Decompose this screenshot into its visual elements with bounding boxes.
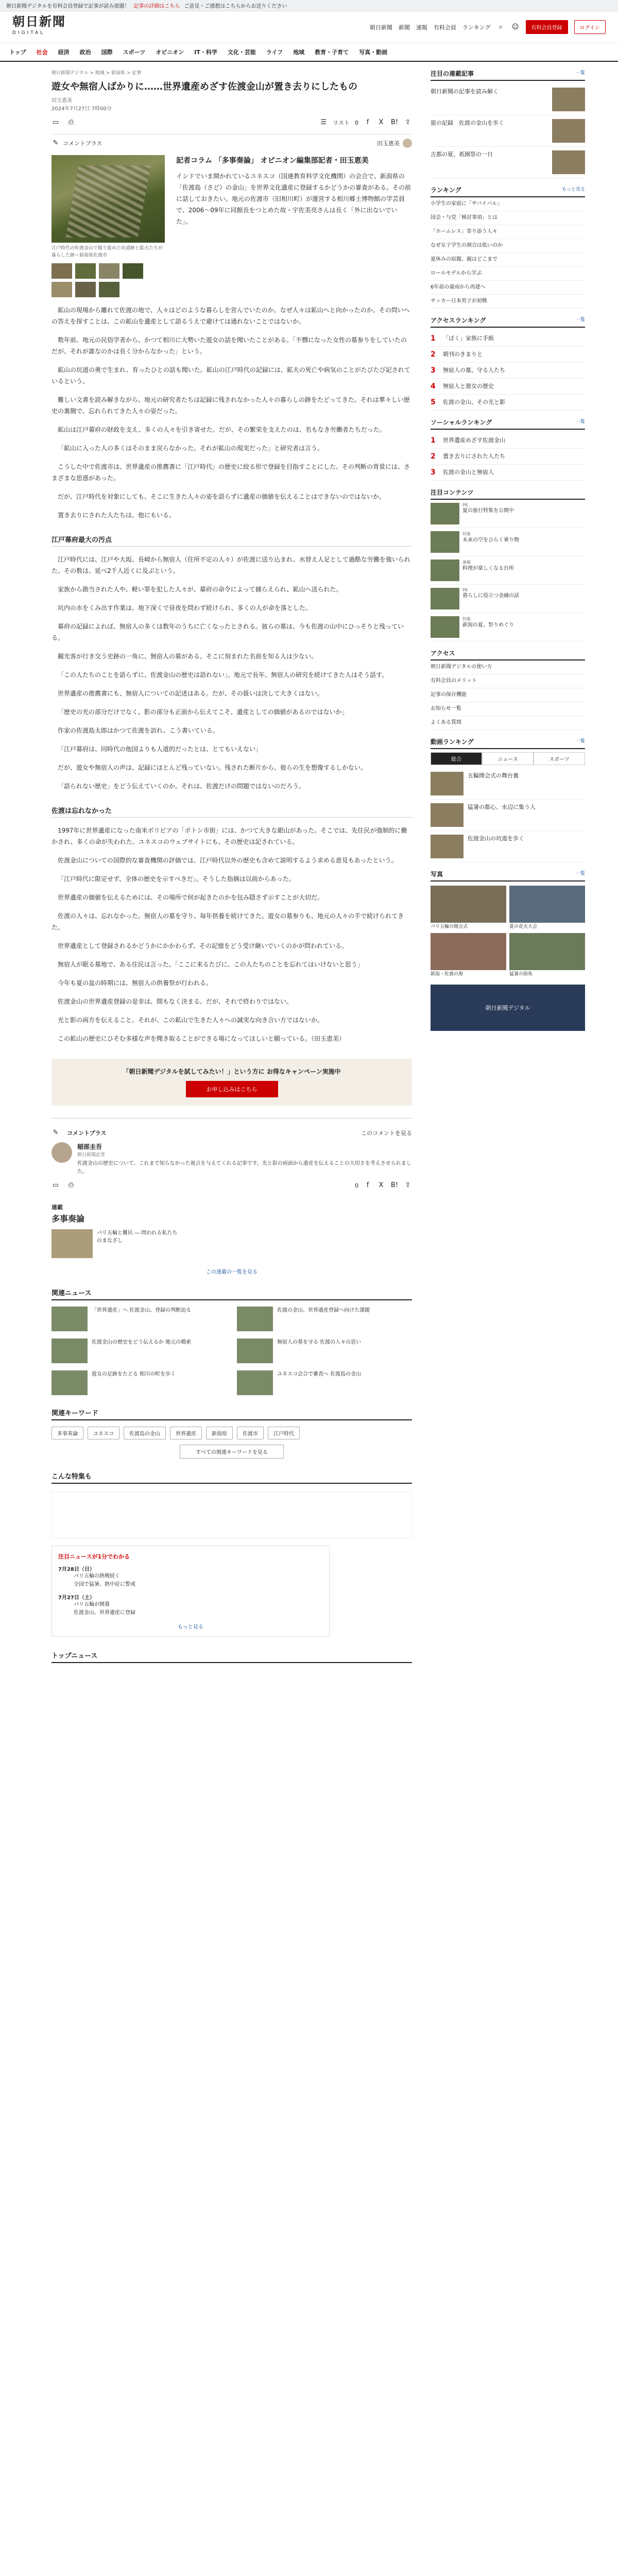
series-card-image: [52, 1229, 93, 1258]
photo-grid: [431, 886, 585, 977]
video-tab[interactable]: スポーツ: [534, 752, 585, 765]
related-news-item[interactable]: ユネスコ会合で審査へ 佐渡島の金山: [237, 1370, 412, 1395]
social-ranking-list: [431, 433, 585, 481]
body-paragraph: 佐渡金山についての国際的な審査機関の評価では、江戸時代以外の歴史も含めて説明するよう求める意見もあったという。: [58, 857, 398, 864]
sidebar-link[interactable]: 朝日新聞デジタルの使い方: [431, 660, 585, 674]
body-paragraph: 「この人たちのことを語らずに、佐渡金山の歴史は語れない」。地元で長年、無宿人の研究を続けてきた人はそう話す。: [58, 671, 388, 679]
list-icon[interactable]: ☰: [320, 118, 327, 126]
top-promo-bar: [0, 0, 618, 11]
body-paragraph: 1997年に世界遺産になった南米ボリビアの「ポトシ市街」には、かつて大きな銀山があった。そこでは、先住民が強制的に働かされ、多くの命が失われた。ユネスコのウェブサイトにも、その歴史は記されている。: [52, 827, 407, 845]
sidebar-more-link[interactable]: 一覧: [575, 739, 585, 744]
special-heading: こんな特集も: [52, 1471, 412, 1484]
user-icon[interactable]: ☺: [511, 23, 519, 31]
sidebar-access-heading: アクセスランキング 一覧: [431, 316, 585, 328]
related-news-image: [52, 1307, 88, 1331]
top-news-heading: トップニュース: [52, 1650, 412, 1663]
comment-text: 佐渡金山の歴史について、これまで知らなかった視点を与えてくれる記事です。光と影の両面から遺産を伝えることの大切さを考えさせられました。: [77, 1161, 411, 1175]
subscribe-text: 「朝日新聞デジタルを試してみたい！」という方に お得なキャンペーン実施中: [123, 1068, 341, 1075]
login-button[interactable]: ログイン: [574, 20, 606, 34]
digest-title: 注目ニュースが1分でわかる: [58, 1553, 130, 1560]
share-icon[interactable]: ⇪: [405, 118, 411, 126]
ranking-item[interactable]: サッカー日本男子が初戦: [431, 295, 585, 309]
body-paragraph: 難しい文書を読み解きながら、地元の研究者たちは記録に残されなかった人々の暮らしの跡をたどってきた。それは華々しい歴史の裏側で、忘れられてきた人々の姿だった。: [52, 396, 410, 415]
access-rank-item[interactable]: 2 朝刊のきまりと: [431, 347, 585, 363]
commenter-name[interactable]: 稲部圭吾: [77, 1143, 102, 1150]
digest-item[interactable]: 佐渡金山、世界遺産に登録: [74, 1610, 135, 1616]
related-news-image: [237, 1338, 273, 1363]
header-nav-item[interactable]: 新聞: [398, 24, 410, 31]
commenter-avatar[interactable]: [52, 1142, 72, 1163]
access-rank-item[interactable]: 4 無宿人と遊女の歴史: [431, 379, 585, 395]
site-header: [0, 11, 618, 43]
digest-item[interactable]: パリ五輪が開幕: [74, 1602, 110, 1607]
facebook-icon[interactable]: f: [366, 118, 369, 126]
share-count: 0: [355, 1182, 358, 1189]
content-image: [431, 588, 459, 609]
body-paragraph: 鉱山の現場から離れて佐渡の地で、人々はどのような暮らしを営んでいたのか。なぜ人々は鉱山へと向かったのか。その問いへの答えを探すことは、この鉱山を遺産として語るうえで避けては通れないことではないか。: [52, 307, 410, 325]
related-news-item[interactable]: 佐渡の金山、世界遺産登録へ向けた課題: [237, 1307, 412, 1331]
digest-more-link[interactable]: もっと見る: [178, 1624, 203, 1630]
photo-card-image: [509, 933, 585, 970]
keyword-tag[interactable]: ユネスコ: [88, 1427, 119, 1439]
related-news-heading: 関連ニュース: [52, 1287, 412, 1300]
hatena-icon[interactable]: B!: [390, 118, 399, 126]
keyword-tag[interactable]: 新潟県: [206, 1427, 233, 1439]
keyword-tag[interactable]: 佐渡島の金山: [124, 1427, 166, 1439]
access-rank-item[interactable]: 3 無宿人の墓、守る人たち: [431, 363, 585, 379]
pickup-item[interactable]: 朝日新聞の記事を読み解く: [431, 84, 585, 115]
article-body: [52, 304, 412, 1044]
all-keywords-button[interactable]: すべての関連キーワードを見る: [180, 1445, 284, 1459]
column-heading: 記者コラム 「多事奏論」 オピニオン編集部記者・田玉恵美: [176, 157, 369, 165]
promo-link[interactable]: 記事の詳細はこちら: [133, 4, 180, 9]
video-tab[interactable]: ニュース: [482, 752, 534, 765]
header-nav-item[interactable]: 朝日新聞: [369, 24, 392, 31]
bookmark-icon[interactable]: ▭: [52, 118, 59, 126]
ranking-item[interactable]: ロールモデルから学ぶ: [431, 267, 585, 281]
pickup-image: [552, 150, 585, 174]
photo-card[interactable]: 猛暑の街角: [509, 933, 585, 977]
body-paragraph: 「江戸時代に限定せず、全体の歴史を示すべきだ」。そうした指摘は以前からあった。: [58, 875, 295, 883]
ranking-item[interactable]: 夏休みの宿題、親はどこまで: [431, 253, 585, 267]
content-card[interactable]: 連載 料理が楽しくなる台所: [431, 556, 585, 585]
pickup-item[interactable]: 古都の夏、祇園祭の一日: [431, 147, 585, 178]
body-paragraph: 世界遺産の推薦書にも、無宿人についての記述はある。だが、その扱いは決して大きくはない。: [58, 690, 323, 697]
notice-text: ご意見・ご感想はこちらからお送りください: [184, 4, 287, 9]
content-card[interactable]: 特集 未来の空をひらく乗り物: [431, 528, 585, 556]
sidebar-banner[interactable]: 朝日新聞デジタル: [431, 985, 585, 1031]
related-news-item[interactable]: 佐渡金山の歴史をどう伝えるか 地元の模索: [52, 1338, 227, 1363]
ranking-item[interactable]: 国会・与党「検討事項」とは: [431, 211, 585, 225]
lead-paragraph: インドでいま開かれているユネスコ（国連教育科学文化機関）の会合で、新潟県の「佐渡島（さど）の金山」を世界文化遺産に登録するかどうかの審査がある。その前に話しておきたい。地元の佐渡市（旧相川町）が運営する相川郷土博物館の学芸員で、2006〜09年に同館長をつとめた故・宇佐美亮さんは長く「外に出ないでいた」。: [176, 173, 411, 225]
sidebar-link[interactable]: よくある質問: [431, 716, 585, 730]
body-paragraph: 世界遺産の価値を伝えるためには、その場所で何が起きたのかを包み隠さず示すことが大切だ。: [58, 894, 324, 901]
category-item-active[interactable]: 社会: [36, 49, 48, 56]
section-heading: 佐渡は忘れなかった: [52, 805, 412, 818]
pickup-item[interactable]: 旅の記録 佐渡の金山を歩く: [431, 115, 585, 147]
category-item[interactable]: 教育・子育て: [315, 49, 349, 56]
header-nav: [370, 20, 606, 34]
keyword-list: [52, 1427, 412, 1439]
photo-thumb[interactable]: [75, 263, 96, 279]
category-item[interactable]: スポーツ: [123, 49, 146, 56]
sidebar-link[interactable]: お知らせ一覧: [431, 702, 585, 716]
related-news-item[interactable]: 「世界遺産」へ 佐渡金山、登録の判断迫る: [52, 1307, 227, 1331]
sidebar-pickup-heading: 注目の連載記事 一覧: [431, 69, 585, 81]
series-name[interactable]: 多事奏論: [52, 1214, 85, 1224]
video-list: [431, 768, 585, 862]
content-image: [431, 503, 459, 524]
sidebar-link[interactable]: 記事の保存機能: [431, 688, 585, 702]
content-card[interactable]: 特集 新潟の夏、祭りめぐり: [431, 613, 585, 641]
content-card[interactable]: PR 夏の旅行特集を公開中: [431, 500, 585, 528]
keywords-heading: 関連キーワード: [52, 1408, 412, 1420]
access-rank-item[interactable]: 1 「ぼく」家族に手紙: [431, 331, 585, 347]
video-tab-active[interactable]: 総合: [431, 752, 482, 765]
series-card[interactable]: [52, 1229, 180, 1258]
video-item[interactable]: 佐渡金山の坑道を歩く: [431, 831, 585, 862]
access-ranking-list: [431, 331, 585, 411]
related-news-image: [237, 1370, 273, 1395]
author-name[interactable]: 田玉恵美: [377, 140, 400, 147]
photo-thumb[interactable]: [75, 282, 96, 297]
body-paragraph: 佐渡の人々は、忘れなかった。無宿人の墓を守り、毎年供養を続けてきた。遊女の墓参りも、地元の人々の手で続けられてきた。: [52, 912, 404, 931]
body-paragraph: 「江戸幕府は、同時代の他国よりも人道的だったとは、とてもいえない」: [58, 745, 262, 753]
list-button[interactable]: リスト: [333, 120, 350, 126]
comment-card: [52, 1142, 412, 1176]
article-figure: [52, 155, 165, 297]
ranking-item[interactable]: 6年前の豪雨から再建へ: [431, 281, 585, 295]
body-paragraph: 坑内の水をくみ出す作業は、地下深くで昼夜を問わず続けられ、多くの人が命を落とした。: [58, 604, 312, 612]
series-label: 連載: [52, 1204, 63, 1211]
photo-thumbnails: [52, 263, 165, 297]
comment-icon: ✎: [53, 139, 59, 147]
body-paragraph: 「鉱山に入った人の多くはそのまま戻らなかった。それが鉱山の現実だった」と研究者は言う。: [58, 445, 324, 452]
x-icon[interactable]: X: [379, 1181, 384, 1189]
category-item[interactable]: オピニオン: [156, 49, 184, 56]
ranking-item[interactable]: なぜ女子学生の割合は低いのか: [431, 239, 585, 253]
category-item[interactable]: 政治: [79, 49, 91, 56]
video-tabs: [431, 752, 585, 765]
access-rank-item[interactable]: 5 佐渡の金山、その光と影: [431, 395, 585, 411]
comment-section: [52, 1118, 412, 1190]
comment-plus-label[interactable]: コメントプラス: [63, 140, 102, 147]
sidebar-more-link[interactable]: もっと見る: [561, 187, 585, 192]
x-icon[interactable]: X: [379, 118, 384, 126]
photo-thumb[interactable]: [99, 282, 119, 297]
digest-item[interactable]: 全国で猛暑、熱中症に警戒: [74, 1582, 135, 1587]
category-item[interactable]: トップ: [9, 49, 26, 56]
hatena-icon[interactable]: B!: [390, 1181, 399, 1189]
section-heading: 江戸幕府最大の汚点: [52, 534, 412, 547]
site-logo[interactable]: 朝日新聞 DIGITAL: [12, 13, 66, 36]
article-main: [52, 69, 412, 1663]
photo-card-image: [509, 886, 585, 923]
comment-icon: ✎: [53, 1129, 59, 1137]
photo-card-image: [431, 886, 506, 923]
comment-section-title: コメントプラス: [67, 1130, 107, 1137]
related-news-item[interactable]: 無宿人の墓を守る 佐渡の人々の思い: [237, 1338, 412, 1363]
content-image: [431, 616, 459, 638]
commenter-role: 朝日新聞記者: [77, 1153, 106, 1158]
subscribe-box: [52, 1059, 412, 1106]
pickup-image: [552, 88, 585, 111]
social-rank-item[interactable]: 1 世界遺産めざす佐渡金山: [431, 433, 585, 449]
related-news-image: [237, 1307, 273, 1331]
promo-text: 朝日新聞デジタルを有料会員登録で記事が読み放題！: [6, 4, 130, 9]
subscribe-button[interactable]: お申し込みはこちら: [186, 1081, 278, 1097]
body-paragraph: だが、江戸時代を対象にしても、そこに生きた人々の姿を語らずに遺産の価値を伝えることはできないのではないか。: [58, 493, 386, 500]
header-nav-item[interactable]: 速報: [416, 24, 427, 31]
photo-card[interactable]: 新潟・佐渡の海: [431, 933, 506, 977]
keyword-tag[interactable]: 江戸時代: [268, 1427, 300, 1439]
content-image: [431, 531, 459, 553]
breadcrumb: 朝日新聞デジタル > 地域 > 新潟県 > 記事: [52, 71, 142, 76]
comment-plus-bar: [52, 134, 412, 148]
sidebar-more-link[interactable]: 一覧: [575, 317, 585, 323]
keyword-tag[interactable]: 多事奏論: [52, 1427, 83, 1439]
video-thumb: [431, 835, 464, 858]
category-item[interactable]: IT・科学: [194, 49, 217, 56]
byline: 田玉恵美: [52, 98, 72, 104]
pickup-image: [552, 119, 585, 143]
body-paragraph: この鉱山の歴史にひそむ多様な声を聞き取ることができる場になってほしいと願っている。（田玉恵美）: [58, 1035, 346, 1042]
share-icon[interactable]: ⇪: [405, 1181, 411, 1189]
video-thumb: [431, 772, 464, 795]
social-rank-item[interactable]: 3 佐渡の金山と無宿人: [431, 465, 585, 481]
video-item[interactable]: 猛暑の都心、水辺に集う人: [431, 800, 585, 831]
sidebar-more-link[interactable]: 一覧: [575, 71, 585, 76]
article-title: 遊女や無宿人ばかりに……世界遺産めざす佐渡金山が置き去りにしたもの: [52, 81, 357, 92]
ranking-item[interactable]: 「ホームレス」寄り添う人々: [431, 225, 585, 239]
contents-list: [431, 500, 585, 641]
body-paragraph: 家族から勘当された人や、軽い罪を犯した人々が、幕府の命令によって捕らえられ、鉱山へ送られた。: [58, 586, 342, 593]
digest-item[interactable]: パリ五輪の熱戦続く: [74, 1573, 120, 1579]
series-section: [52, 1203, 412, 1275]
video-item[interactable]: 五輪開会式の舞台裏: [431, 768, 585, 800]
sidebar-social-heading: ソーシャルランキング 一覧: [431, 418, 585, 430]
article-lead: [176, 155, 412, 297]
photo-thumb[interactable]: [52, 282, 72, 297]
author-avatar[interactable]: [403, 139, 412, 148]
header-nav-item[interactable]: ランキング: [462, 24, 491, 31]
sidebar-photo-heading: 写真 一覧: [431, 870, 585, 882]
sidebar-link[interactable]: 有料会員のメリット: [431, 674, 585, 688]
body-paragraph: こうした中で佐渡市は、世界遺産の推薦書に「江戸時代」の歴史に絞る形で登録を目指すことにした。その判断の背景には、さまざまな思惑があった。: [52, 463, 410, 482]
daily-digest-box: [52, 1546, 330, 1637]
sidebar-video-heading: 動画ランキング 一覧: [431, 737, 585, 749]
keyword-tag[interactable]: 佐渡市: [237, 1427, 264, 1439]
related-news-image: [52, 1370, 88, 1395]
photo-thumb[interactable]: [52, 263, 72, 279]
main-photo[interactable]: [52, 155, 165, 243]
search-icon[interactable]: ⌕: [499, 23, 503, 31]
category-item[interactable]: 文化・芸能: [227, 49, 256, 56]
related-news-list: [52, 1307, 412, 1395]
photo-thumb[interactable]: [123, 263, 143, 279]
category-item[interactable]: ライフ: [266, 49, 283, 56]
content-image: [431, 560, 459, 581]
body-paragraph: 光と影の両方を伝えること。それが、この鉱山で生きた人々への誠実な向き合い方ではないか。: [58, 1016, 324, 1024]
body-paragraph: 佐渡金山の世界遺産登録の是非は、間もなく決まる。だが、それで終わりではない。: [58, 998, 293, 1005]
print-icon[interactable]: ⎙: [68, 1181, 74, 1189]
body-paragraph: 世界遺産として登録されるかどうかにかかわらず、その記憶をどう受け継いでいくのかが問われている。: [58, 942, 348, 950]
ranking-item[interactable]: 小学生の家庭に「サバイバル」: [431, 197, 585, 211]
related-news-image: [52, 1338, 88, 1363]
category-nav: [0, 43, 618, 62]
body-paragraph: 「語られない歴史」をどう伝えていくのか。それは、佐渡だけの問題ではないのだろう。: [58, 783, 305, 790]
sidebar-ranking-heading: ランキング もっと見る: [431, 185, 585, 197]
body-paragraph: 鉱山の坑道の奥で生まれ、育ったひとの話も聞いた。鉱山の江戸時代の記録には、鉱夫の死亡や病気のことがたびたび記されているという。: [52, 366, 410, 385]
print-icon[interactable]: ⎙: [68, 118, 74, 126]
share-count: 0: [355, 119, 358, 126]
sidebar-links: [431, 660, 585, 730]
video-thumb: [431, 803, 464, 827]
digest-date: 7月28日（日）: [58, 1567, 95, 1572]
photo-card-image: [431, 933, 506, 970]
body-paragraph: 鉱山は江戸幕府の財政を支え、多くの人々を引き寄せた。だが、その繁栄を支えたのは、名もなき労働者たちだった。: [58, 426, 386, 433]
facebook-icon[interactable]: f: [366, 1181, 369, 1189]
category-item[interactable]: 地域: [293, 49, 305, 56]
body-paragraph: 作家の佐渡島太郎はかつて佐渡を訪れ、こう書いている。: [58, 727, 219, 734]
signup-button[interactable]: 有料会員登録: [526, 20, 568, 34]
publish-date: 2024年7月27日 7時00分: [52, 106, 112, 112]
body-paragraph: 置き去りにされた人たちは、他にもいる。: [58, 512, 176, 519]
sidebar-more-link[interactable]: 一覧: [575, 871, 585, 876]
special-feature-area: [52, 1492, 412, 1538]
body-paragraph: 江戸時代には、江戸や大坂、長崎から無宿人（住所不定の人々）が佐渡に送り込まれ、水替え人足として過酷な労働を強いられた。その数は、延べ2千人近くに及ぶという。: [52, 556, 410, 574]
social-rank-item[interactable]: 2 置き去りにされた人たち: [431, 449, 585, 465]
category-item[interactable]: 国際: [101, 49, 113, 56]
body-paragraph: 今年も夏の盆の時期には、無宿人の供養祭が行われる。: [58, 979, 213, 987]
photo-caption: 江戸時代の佐渡金山で掘り進めた坑道跡と鉱夫たちが暮らした跡＝新潟県佐渡市: [52, 246, 163, 258]
bookmark-icon[interactable]: ▭: [52, 1181, 59, 1189]
header-nav-item[interactable]: 有料会員: [433, 24, 456, 31]
ranking-list: [431, 197, 585, 309]
sidebar-links-heading: アクセス: [431, 649, 585, 660]
digest-date: 7月27日（土）: [58, 1595, 95, 1601]
sidebar: [431, 69, 585, 1663]
category-item[interactable]: 経済: [58, 49, 70, 56]
body-paragraph: 数年前、地元の民俗学者から、かつて相川に大勢いた遊女の話を聞いたことがある。「不憫になった女性の墓参りをしていたのだが、それが誰なのかは長く分からなかった」という。: [52, 336, 407, 355]
content-card[interactable]: PR 暮らしに役立つ金融の話: [431, 585, 585, 613]
article-meta: [52, 97, 412, 113]
series-more-link[interactable]: この連載の一覧を見る: [206, 1269, 258, 1275]
sidebar-contents-heading: 注目コンテンツ: [431, 488, 585, 500]
sidebar-more-link[interactable]: 一覧: [575, 419, 585, 425]
series-card-title: パリ五輪と難民 ― 問われる私たちのまなざし: [97, 1230, 178, 1244]
photo-card[interactable]: パリ五輪の開会式: [431, 886, 506, 930]
body-paragraph: 「歴史の光の部分だけでなく、影の部分も正面から伝えてこそ、遺産としての価値があるのではないか」: [58, 708, 348, 716]
photo-card[interactable]: 夏の花火大会: [509, 886, 585, 930]
body-paragraph: 無宿人が眠る墓地で、ある住民は言った。「ここに来るたびに、この人たちのことを忘れてはいけないと思う」: [58, 961, 364, 968]
body-paragraph: 観光客が行き交う史跡の一角に、無宿人の墓がある。そこに刻まれた名前を知る人は少ない。: [58, 653, 318, 660]
body-paragraph: 幕府の記録によれば、無宿人の多くは数年のうちに亡くなったとされる。彼らの墓は、今も佐渡の山中にひっそりと残っている。: [52, 623, 404, 641]
photo-thumb[interactable]: [99, 263, 119, 279]
article-toolbar: [52, 118, 412, 127]
related-news-item[interactable]: 遊女の足跡をたどる 相川の町を歩く: [52, 1370, 227, 1395]
keyword-tag[interactable]: 世界遺産: [170, 1427, 202, 1439]
body-paragraph: だが、遊女や無宿人の声は、記録にほとんど残っていない。残された断片から、彼らの生を想像するしかない。: [58, 764, 367, 771]
category-item[interactable]: 写真・動画: [359, 49, 388, 56]
comment-all-link[interactable]: このコメントを見る: [361, 1130, 412, 1137]
